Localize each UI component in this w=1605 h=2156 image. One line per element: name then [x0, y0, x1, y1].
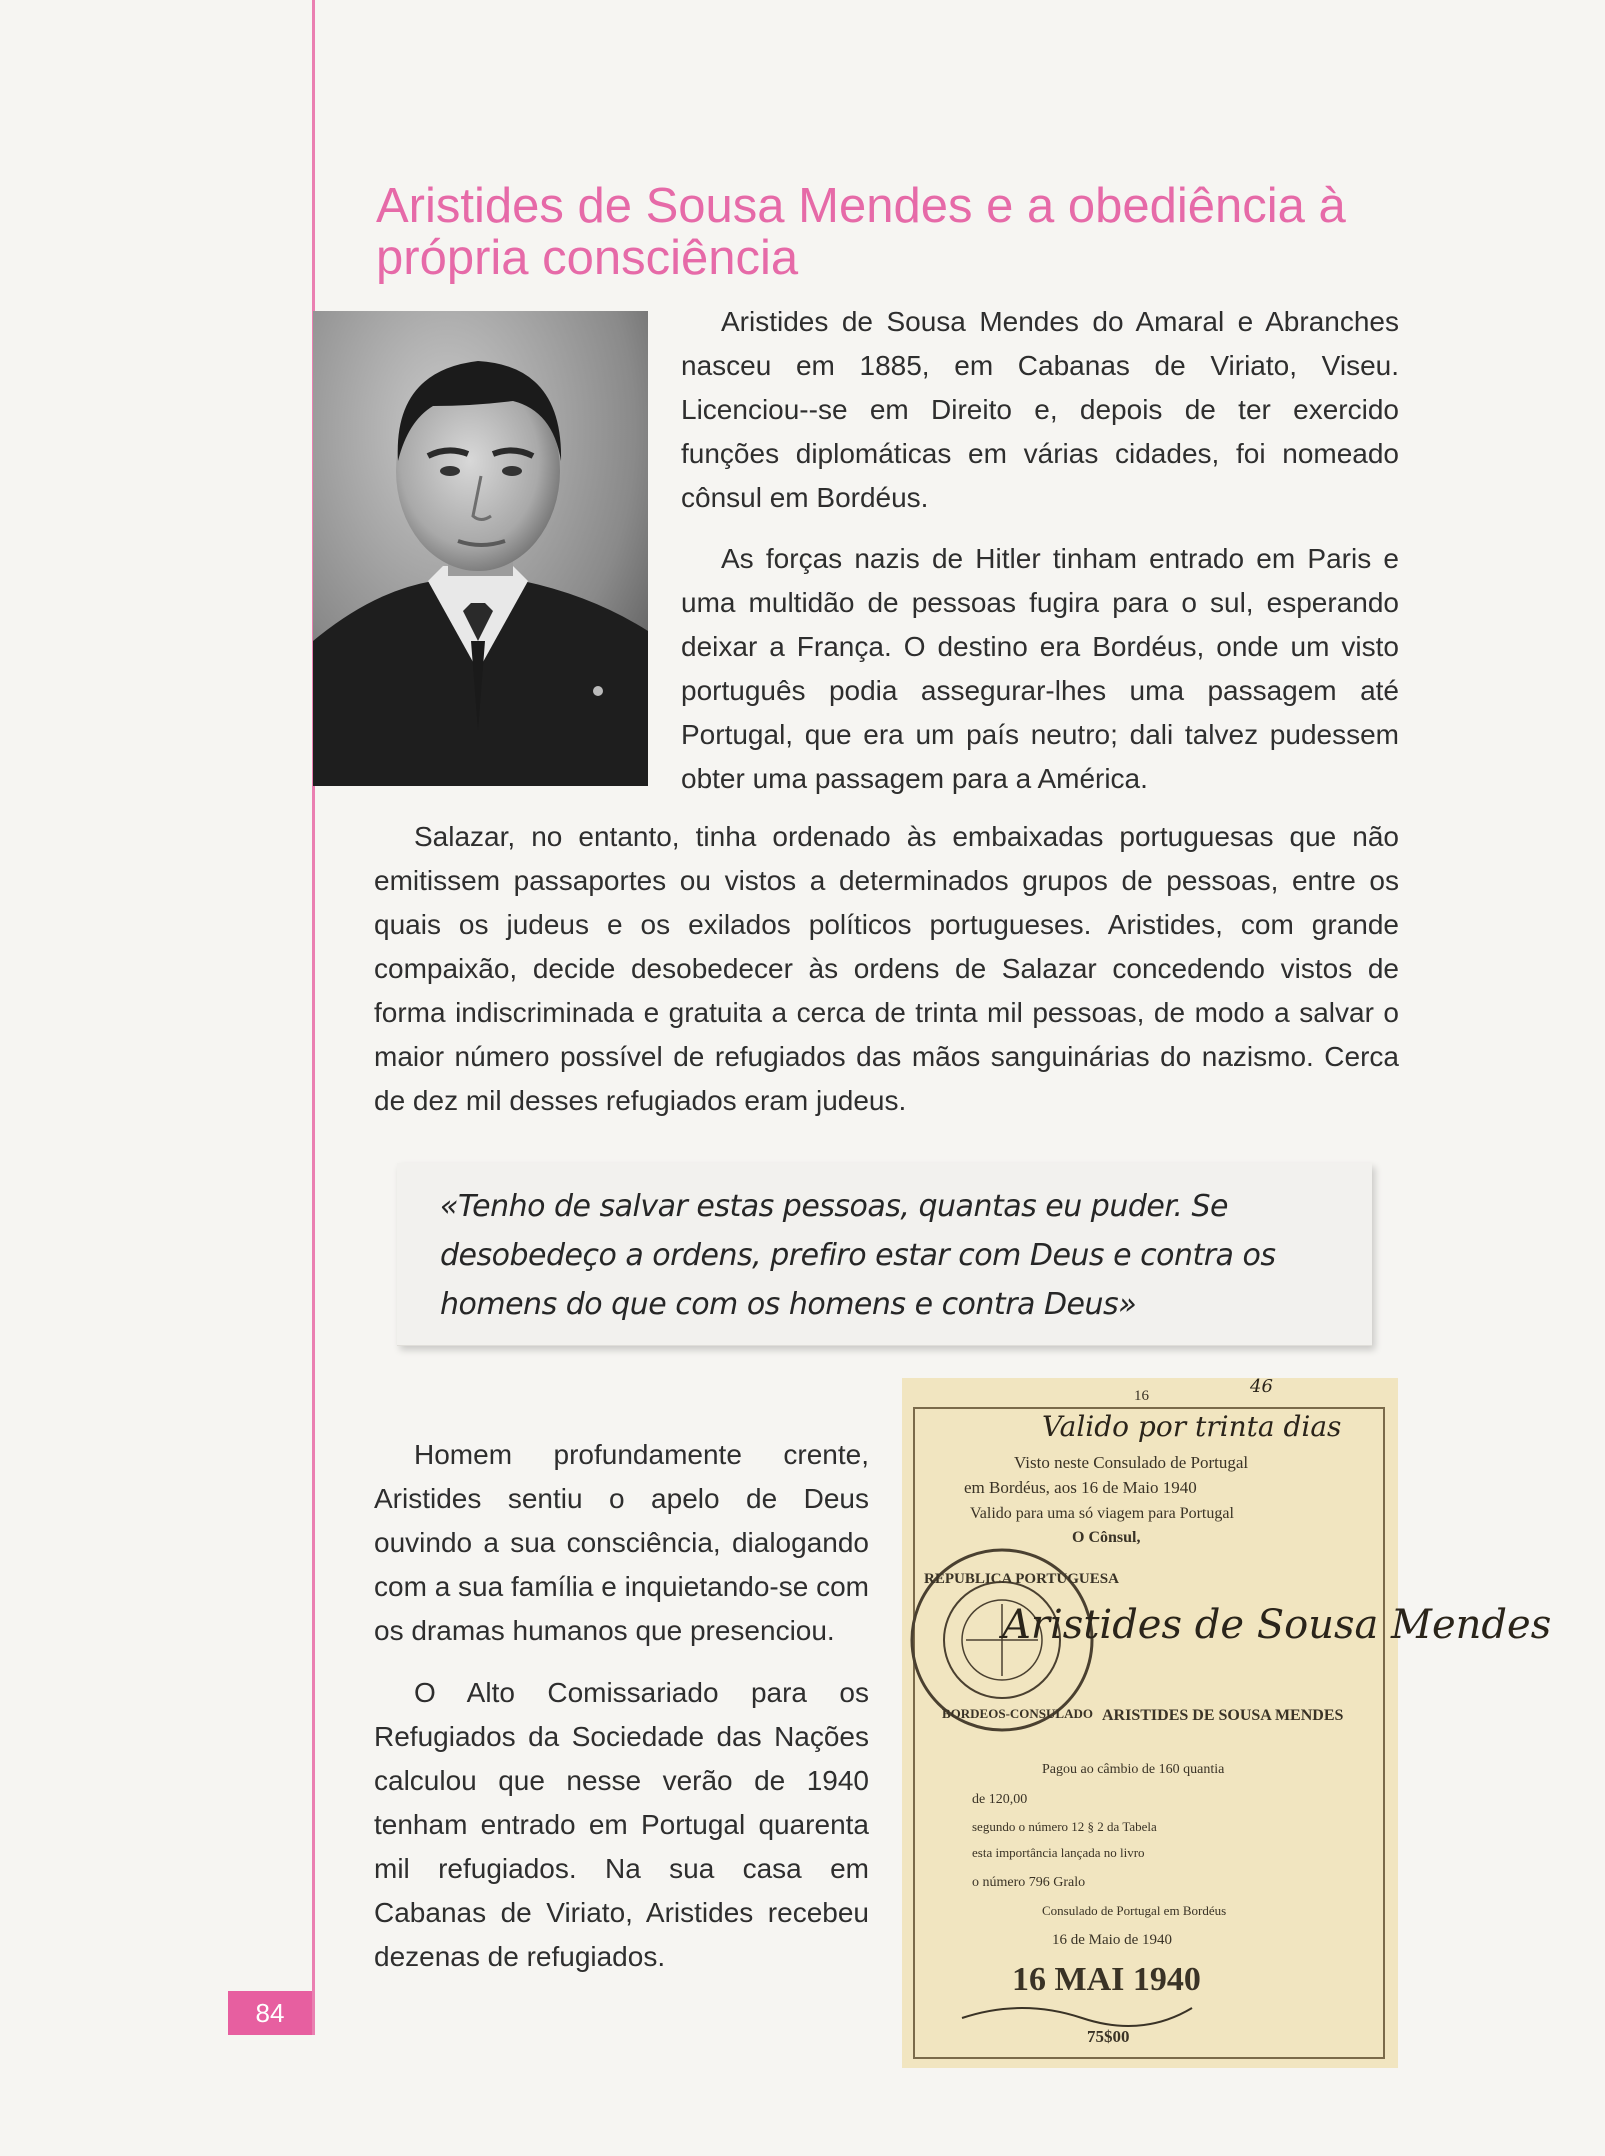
stamp-bottom-text: BORDEOS-CONSULADO: [942, 1706, 1093, 1721]
fee-line-4: esta importância lançada no livro: [972, 1845, 1145, 1860]
fee-line-7: 16 de Maio de 1940: [1052, 1932, 1172, 1948]
portrait-photo: [313, 311, 648, 786]
paragraph-salazar: Salazar, no entanto, tinha ordenado às embaixadas portuguesas que não emitissem passaportes ou vistos a determinados grupos de pessoas, entre os quais os judeus e os exilados políticos portugueses. Aristides, com grande compaixão, decide desobedecer às ordens de Salazar concedendo vistos de forma indiscriminada e gratuita a cerca de trinta mil pessoas, de modo a salvar o maior número possível de refugiados das mãos sanguinárias do nazismo. Cerca de dez mil desses refugiados eram judeus.: [374, 821, 1399, 1116]
visa-amount: 75$00: [1087, 2027, 1130, 2046]
fee-line-3: segundo o número 12 § 2 da Tabela: [972, 1819, 1157, 1834]
margin-line: [312, 0, 315, 2035]
visa-consul-label: O Cônsul,: [1072, 1529, 1141, 1546]
page-title: Aristides de Sousa Mendes e a obediência à própria consciência: [376, 179, 1346, 285]
visa-line-3: Valido para uma só viagem para Portugal: [970, 1505, 1234, 1522]
fee-line-2: de 120,00: [972, 1792, 1028, 1807]
date-stamp: 16 MAI 1940: [1012, 1961, 1201, 1998]
visa-line-1: Visto neste Consulado de Portugal: [1014, 1453, 1249, 1472]
consul-signature: Aristides de Sousa Mendes: [1002, 1602, 1552, 1648]
intro-paragraph: Aristides de Sousa Mendes do Amaral e Abranches nasceu em 1885, em Cabanas de Viriato, Viseu. Licenciou--se em Direito e, depois de ter exercido funções diplomáticas em várias cidades, foi nomeado cônsul em Bordéus.: [681, 306, 1399, 513]
stamp-top-text: REPUBLICA PORTUGUESA: [924, 1571, 1119, 1587]
visa-printed-name: ARISTIDES DE SOUSA MENDES: [1102, 1707, 1344, 1724]
paragraph-nazis-paris: As forças nazis de Hitler tinham entrado em Paris e uma multidão de pessoas fugira para o sul, esperando deixar a França. O destino era Bordéus, onde um visto português podia assegurar-lhes uma passagem até Portugal, que era um país neutro; dali talvez pudessem obter uma passagem para a América.: [681, 543, 1399, 794]
paragraph-refugees: O Alto Comissariado para os Refugiados da Sociedade das Nações calculou que nesse verão de 1940 tenham entrado em Portugal quarenta mil refugiados. Na sua casa em Cabanas de Viriato, Aristides recebeu dezenas de refugiados.: [374, 1677, 869, 1972]
fee-line-5: o número 796 Gralo: [972, 1875, 1086, 1890]
visa-corner-number: 46: [1250, 1376, 1273, 1397]
fee-line-1: Pagou ao câmbio de 160 quantia: [1042, 1762, 1225, 1777]
visa-document-image: [902, 1376, 1552, 2068]
page-number: 84: [228, 1991, 312, 2035]
fee-line-6: Consulado de Portugal em Bordéus: [1042, 1903, 1227, 1918]
quote-text: «Tenho de salvar estas pessoas, quantas eu puder. Se desobedeço a ordens, prefiro estar com Deus e contra os homens do que com os homens e contra Deus»: [440, 1189, 1276, 1322]
paragraph-believer: Homem profundamente crente, Aristides sentiu o apelo de Deus ouvindo a sua consciência, dialogando com a sua família e inquietando-se com os dramas humanos que presenciou.: [374, 1439, 869, 1646]
visa-page-number: 16: [1134, 1388, 1149, 1404]
visa-valid-handwritten: Valido por trinta dias: [1042, 1410, 1342, 1443]
visa-line-2: em Bordéus, aos 16 de Maio 1940: [964, 1478, 1197, 1497]
